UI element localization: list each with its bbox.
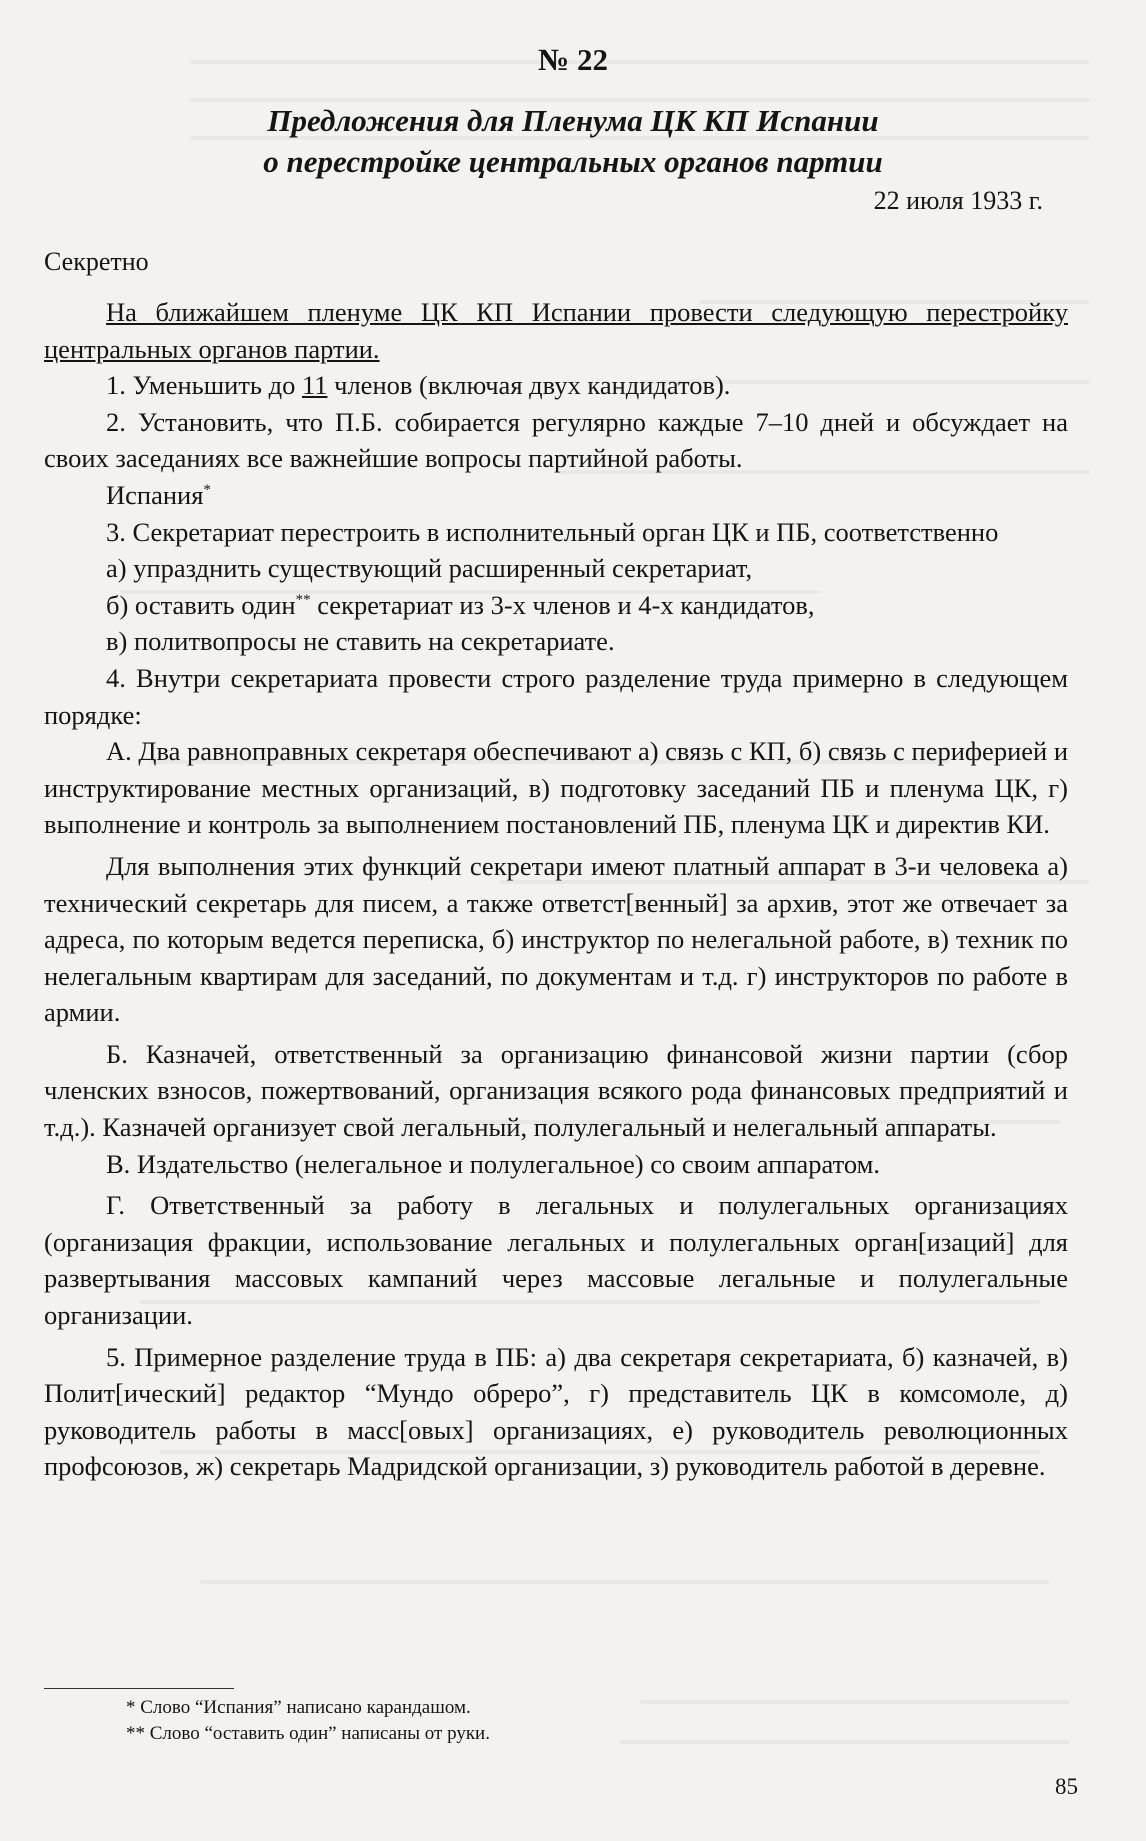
footnotes	[44, 1688, 944, 1747]
item-4a-apparatus: Для выполнения этих функций секретари имеют платный аппарат в 3-и человека а) технический секретарь для писем, а также ответст[венный] за архив, этот же отвечает за адреса, по которым ведется переписка, б) инструктор по нелегальной работе, в) техник по нелегальным квартирам для заседаний, по документам и т.д. г) инструкторов по работе в армии.	[44, 850, 1068, 1028]
footnote-rule	[44, 1688, 234, 1689]
item-3: 3. Секретариат перестроить в исполнительный орган ЦК и ПБ, соответственно	[106, 516, 999, 547]
item-4v: В. Издательство (нелегальное и полулегальное) со своим аппаратом.	[106, 1148, 880, 1179]
item-2: 2. Установить, что П.Б. собирается регулярно каждые 7–10 дней и обсуждает на своих заседаниях все важнейшие вопросы партийной работы.	[44, 406, 1068, 474]
footnote-2: ** Слово “оставить один” написаны от руки.	[126, 1723, 490, 1744]
item-4b: Б. Казначей, ответственный за организацию финансовой жизни партии (сбор членских взносов, пожертвований, организация всякого рода финансовых предприятий и т.д.). Казначей организует свой легальный, полулегальный и нелегальный аппараты.	[44, 1038, 1068, 1143]
item-3b: б) оставить один** секретариат из 3-х членов и 4-х кандидатов,	[106, 589, 815, 620]
item-3a: а) упразднить существующий расширенный секретариат,	[106, 553, 753, 584]
title-line-1: Предложения для Пленума ЦК КП Испании	[267, 103, 879, 138]
item-4g: Г. Ответственный за работу в легальных и полулегальных организациях (организация фракции, использование легальных и полулегальных орган[изаций] для развертывания массовых кампаний через массовые легальные и полулегальные организации.	[44, 1190, 1068, 1331]
intro-text: На ближайшем пленуме ЦК КП Испании провести следующую перестройку центральных органов партии.	[44, 297, 1068, 364]
classification-mark: Секретно	[44, 247, 149, 276]
page-number: 85	[1055, 1774, 1078, 1799]
member-count: 11	[301, 370, 328, 401]
document-title	[0, 100, 1146, 182]
spain-note: Испания*	[106, 479, 211, 510]
document-number: № 22	[538, 42, 608, 77]
footnote-mark-1: *	[203, 482, 211, 499]
item-1: 1. Уменьшить до 11 членов (включая двух кандидатов).	[106, 370, 731, 401]
document-body	[44, 294, 1068, 1485]
footnote-mark-2: **	[295, 591, 311, 608]
item-3c: в) политвопросы не ставить на секретариате.	[106, 626, 615, 657]
item-5: 5. Примерное разделение труда в ПБ: а) два секретаря секретариата, б) казначей, в) Полит[ический] редактор “Мундо обреро”, г) представитель ЦК в комсомоле, д) руководитель работы в масс[овых] организациях, е) руководитель революционных профсоюзов, ж) секретарь Мадридской организации, з) руководитель работой в деревне.	[44, 1341, 1068, 1482]
item-4a: А. Два равноправных секретаря обеспечивают а) связь с КП, б) связь с периферией и инструктирование местных организаций, в) подготовку заседаний ПБ и пленума ЦК, г) выполнение и контроль за выполнением постановлений ПБ, пленума ЦК и директив КИ.	[44, 736, 1068, 840]
footnote-1: * Слово “Испания” написано карандашом.	[126, 1697, 471, 1718]
document-date: 22 июля 1933 г.	[873, 186, 1043, 215]
item-4: 4. Внутри секретариата провести строго разделение труда примерно в следующем порядке:	[44, 662, 1068, 730]
title-line-2: о перестройке центральных органов партии	[263, 144, 883, 179]
intro-paragraph	[44, 294, 1068, 367]
